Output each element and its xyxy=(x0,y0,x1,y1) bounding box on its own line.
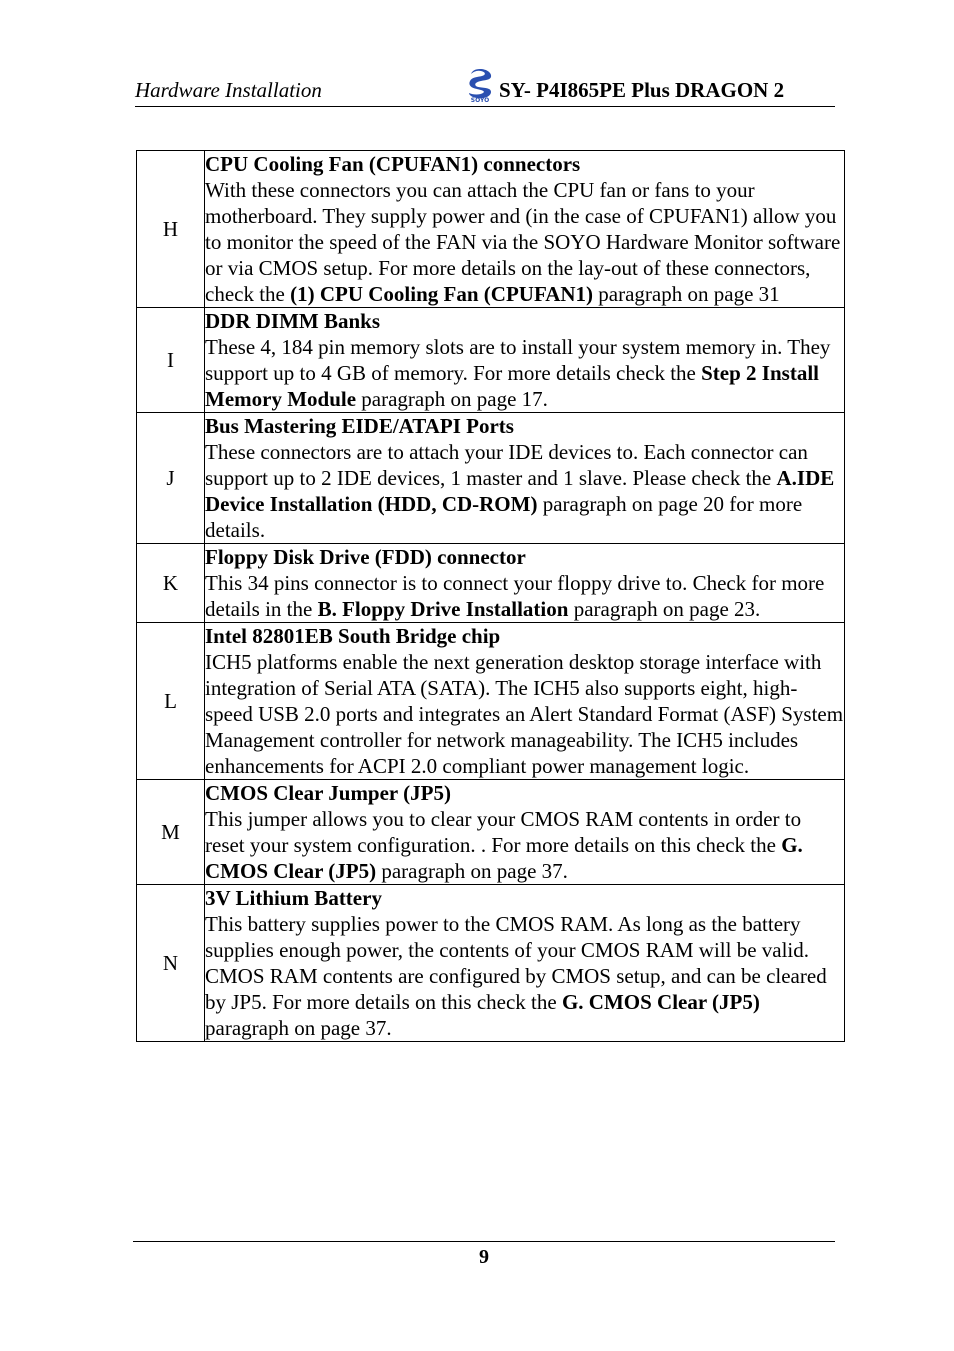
body-text: paragraph on page 37. xyxy=(205,1016,392,1040)
row-key: J xyxy=(137,413,205,544)
page-header xyxy=(135,70,835,107)
body-text: paragraph on page 20 for more details. xyxy=(205,492,803,542)
row-description xyxy=(205,308,845,413)
row-description xyxy=(205,151,845,308)
row-body xyxy=(205,911,844,1041)
body-text: This battery supplies power to the CMOS RAM. As long as the battery supplies enough power, the contents of your CMOS RAM will be valid. CMOS RAM contents are configured by CMOS setup, and can be cleared by JP5. For more details on this check the xyxy=(205,912,827,1014)
body-text: ICH5 platforms enable the next generation desktop storage interface with integration of Serial ATA (SATA). The ICH5 also supports eight, high-speed USB 2.0 ports and integrates an Alert Standard Format (ASF) System Management controller for network manageability. The ICH5 includes enhancements for ACPI 2.0 compliant power management logic. xyxy=(205,650,844,778)
row-body xyxy=(205,177,844,307)
row-body xyxy=(205,649,844,779)
table-row xyxy=(137,413,845,544)
body-text: This jumper allows you to clear your CMOS RAM contents in order to reset your system configuration. . For more details on this check the xyxy=(205,807,802,857)
logo-text: SOYO xyxy=(470,97,490,103)
body-text: These connectors are to attach your IDE devices to. Each connector can support up to 2 IDE devices, 1 master and 1 slave. Please check the xyxy=(205,440,808,490)
page-number: 9 xyxy=(479,1246,489,1268)
row-key: H xyxy=(137,151,205,308)
body-text: paragraph on page 31 xyxy=(593,282,780,306)
model-heading xyxy=(463,67,784,103)
table-row xyxy=(137,544,845,623)
reference-link-text: Step 2 Install Memory Module xyxy=(205,361,819,411)
row-key: N xyxy=(137,885,205,1042)
row-body xyxy=(205,570,844,622)
row-description xyxy=(205,413,845,544)
row-key: I xyxy=(137,308,205,413)
body-text: paragraph on page 17. xyxy=(356,387,548,411)
table-row xyxy=(137,308,845,413)
component-table xyxy=(136,150,845,1042)
row-description xyxy=(205,544,845,623)
row-title: DDR DIMM Banks xyxy=(205,309,381,333)
row-body xyxy=(205,806,844,884)
row-body xyxy=(205,334,844,412)
model-name: SY- P4I865PE Plus DRAGON 2 xyxy=(499,78,785,102)
body-text: With these connectors you can attach the CPU fan or fans to your motherboard. They supply power and (in the case of CPUFAN1) allow you to monitor the speed of the FAN via the SOYO Hardware Monitor software or via CMOS setup. For more details on the lay-out of these connectors, check the xyxy=(205,178,841,306)
body-text: These 4, 184 pin memory slots are to install your system memory in. They support up to 4 GB of memory. For more details check the xyxy=(205,335,831,385)
section-title: Hardware Installation xyxy=(135,78,322,102)
row-title: Floppy Disk Drive (FDD) connector xyxy=(205,545,526,569)
row-title: 3V Lithium Battery xyxy=(205,886,382,910)
table-row xyxy=(137,780,845,885)
row-key: L xyxy=(137,623,205,780)
body-text: paragraph on page 23. xyxy=(568,597,761,621)
table-row xyxy=(137,623,845,780)
table-row xyxy=(137,885,845,1042)
row-description xyxy=(205,885,845,1042)
soyo-logo-icon xyxy=(463,67,497,103)
table-row xyxy=(137,151,845,308)
reference-link-text: G. CMOS Clear (JP5) xyxy=(561,990,760,1014)
reference-link-text: (1) CPU Cooling Fan (CPUFAN1) xyxy=(290,282,594,306)
body-text: paragraph on page 37. xyxy=(376,859,568,883)
row-title: CPU Cooling Fan (CPUFAN1) connectors xyxy=(205,152,581,176)
row-title: CMOS Clear Jumper (JP5) xyxy=(205,781,451,805)
row-description xyxy=(205,623,845,780)
reference-link-text: G. CMOS Clear (JP5) xyxy=(205,833,803,883)
footer-rule xyxy=(133,1241,835,1242)
row-body xyxy=(205,439,844,543)
row-key: K xyxy=(137,544,205,623)
reference-link-text: A.IDE Device Installation (HDD, CD-ROM) xyxy=(205,466,835,516)
row-title: Bus Mastering EIDE/ATAPI Ports xyxy=(205,414,514,438)
row-description xyxy=(205,780,845,885)
row-key: M xyxy=(137,780,205,885)
body-text: This 34 pins connector is to connect your floppy drive to. Check for more details in the xyxy=(205,571,825,621)
reference-link-text: B. Floppy Drive Installation xyxy=(317,597,569,621)
row-title: Intel 82801EB South Bridge chip xyxy=(205,624,501,648)
